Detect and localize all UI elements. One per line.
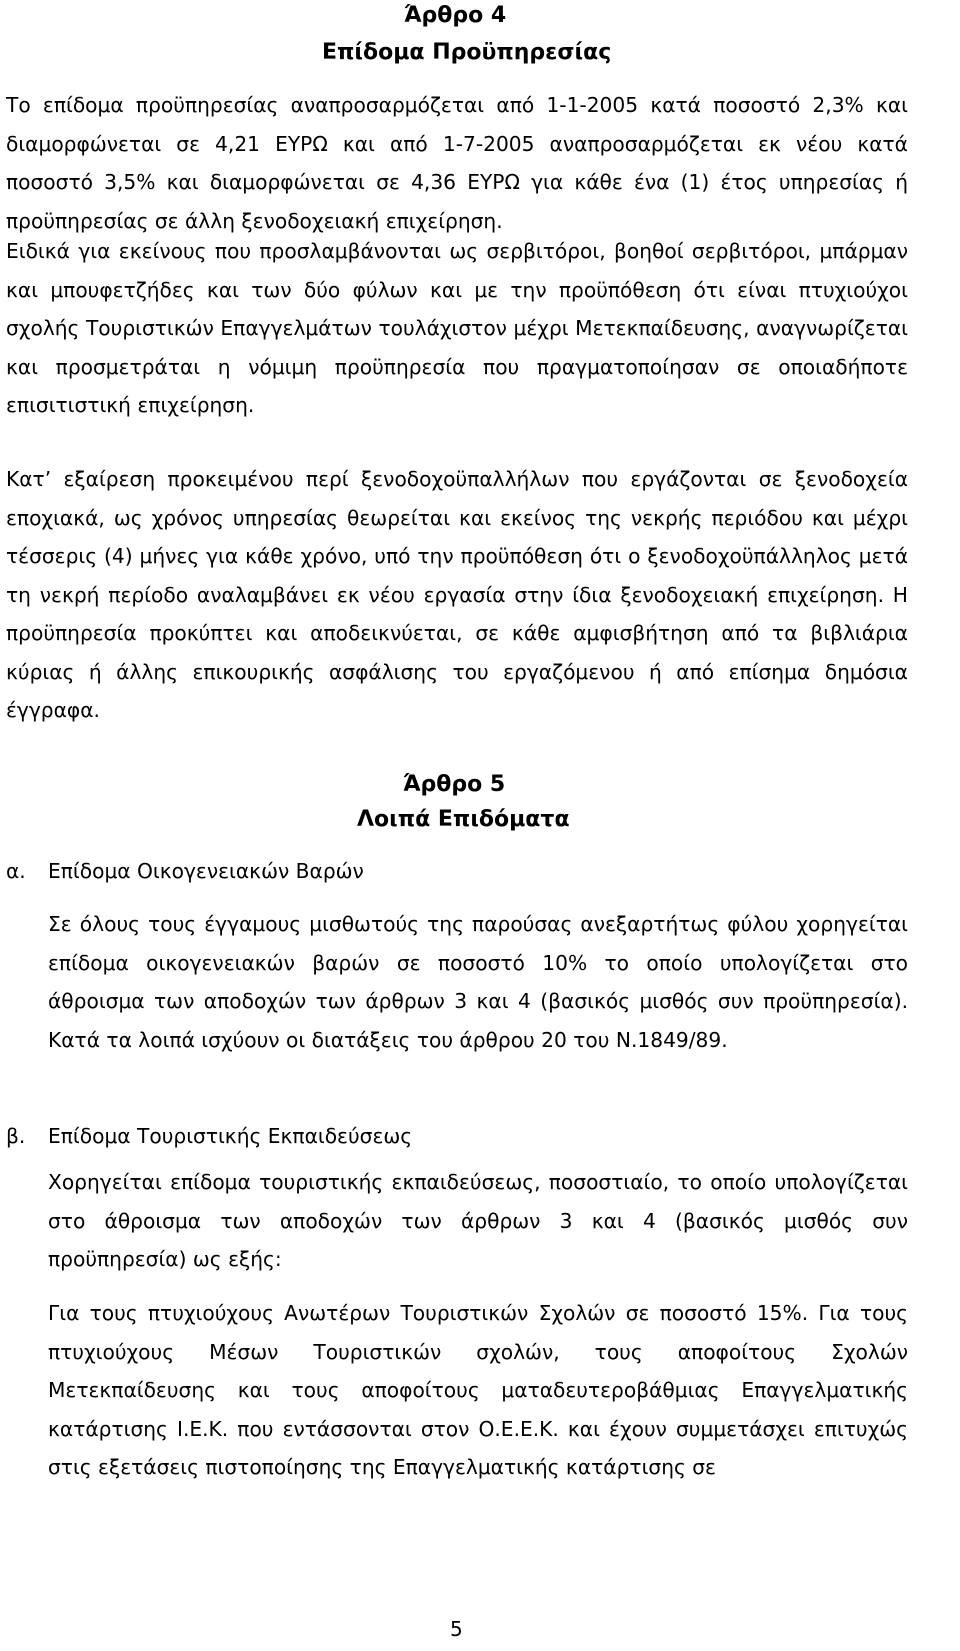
article-4-paragraph-2: Ειδικά για εκείνους που προσλαμβάνονται ως σερβιτόροι, βοηθοί σερβιτόροι, μπάρμαν και μπουφετζήδες και των δύο φύλων και με την προϋπόθεση ότι είναι πτυχιούχοι σχολής Τουριστικών Επαγγελμάτων τουλάχιστον μέχρι Μετεκπαίδευσης, αναγνωρίζεται και προσμετράται η νόμιμη προϋπηρεσία που πραγματοποίησαν σε οποιαδήποτε επισιτιστική επιχείρηση. [6,239,908,417]
page-number: 5 [450,1617,463,1641]
section-b-body-2: Για τους πτυχιούχους Ανωτέρων Τουριστικών Σχολών σε ποσοστό 15%. Για τους πτυχιούχους Μέσων Τουριστικών σχολών, τους αποφοίτους Σχολών Μετεκπαίδευσης και τους αποφοίτους ματαδευτεροβάθμιας Επαγγελματικής κατάρτισης Ι.Ε.Κ. που εντάσσονται στον Ο.Ε.Ε.Κ. και έχουν συμμετάσχει επιτυχώς στις εξετάσεις πιστοποίησης της Επαγγελματικής κατάρτισης σε [48,1301,908,1479]
section-b-body: Χορηγείται επίδομα τουριστικής εκπαιδεύσεως, ποσοστιαίο, το οποίο υπολογίζεται στο άθροισμα των αποδοχών των άρθρων 3 και 4 (βασικός μισθός συν προϋπηρεσία) ως εξής: [48,1170,908,1271]
article-5-subtitle: Λοιπά Επιδόματα [357,807,570,832]
section-b-marker: β. [6,1124,26,1148]
section-a-heading: Επίδομα Οικογενειακών Βαρών [48,859,364,883]
article-4-title: Άρθρο 4 [404,3,507,28]
section-a-marker: α. [6,859,26,883]
article-4-paragraph-1: Το επίδομα προϋπηρεσίας αναπροσαρμόζεται από 1-1-2005 κατά ποσοστό 2,3% και διαμορφώνεται σε 4,21 ΕΥΡΩ και από 1-7-2005 αναπροσαρμόζεται εκ νέου κατά ποσοστό 3,5% και διαμορφώνεται σε 4,36 ΕΥΡΩ για κάθε ένα (1) έτος υπηρεσίας ή προϋπηρεσίας σε άλλη ξενοδοχειακή επιχείρηση. [6,93,908,233]
section-b-heading: Επίδομα Τουριστικής Εκπαιδεύσεως [48,1124,413,1148]
article-4-paragraph-3: Κατ’ εξαίρεση προκειμένου περί ξενοδοχοϋπαλλήλων που εργάζονται σε ξενοδοχεία εποχιακά, ως χρόνος υπηρεσίας θεωρείται και εκείνος της νεκρής περιόδου και μέχρι τέσσερις (4) μήνες για κάθε χρόνο, υπό την προϋπόθεση ότι ο ξενοδοχοϋπάλληλος μετά τη νεκρή περίοδο αναλαμβάνει εκ νέου εργασία στην ίδια ξενοδοχειακή επιχείρηση. Η προϋπηρεσία προκύπτει και αποδεικνύεται, σε κάθε αμφισβήτηση από τα βιβλιάρια κύριας ή άλλης επικουρικής ασφάλισης του εργαζόμενου ή από επίσημα δημόσια έγγραφα. [6,467,908,722]
article-5-title: Άρθρο 5 [403,772,506,797]
article-4-subtitle: Επίδομα Προϋπηρεσίας [322,40,612,65]
section-a-body: Σε όλους τους έγγαμους μισθωτούς της παρούσας ανεξαρτήτως φύλου χορηγείται επίδομα οικογενειακών βαρών σε ποσοστό 10% το οποίο υπολογίζεται στο άθροισμα των αποδοχών των άρθρων 3 και 4 (βασικός μισθός συν προϋπηρεσία). Κατά τα λοιπά ισχύουν οι διατάξεις του άρθρου 20 του Ν.1849/89. [48,912,908,1052]
